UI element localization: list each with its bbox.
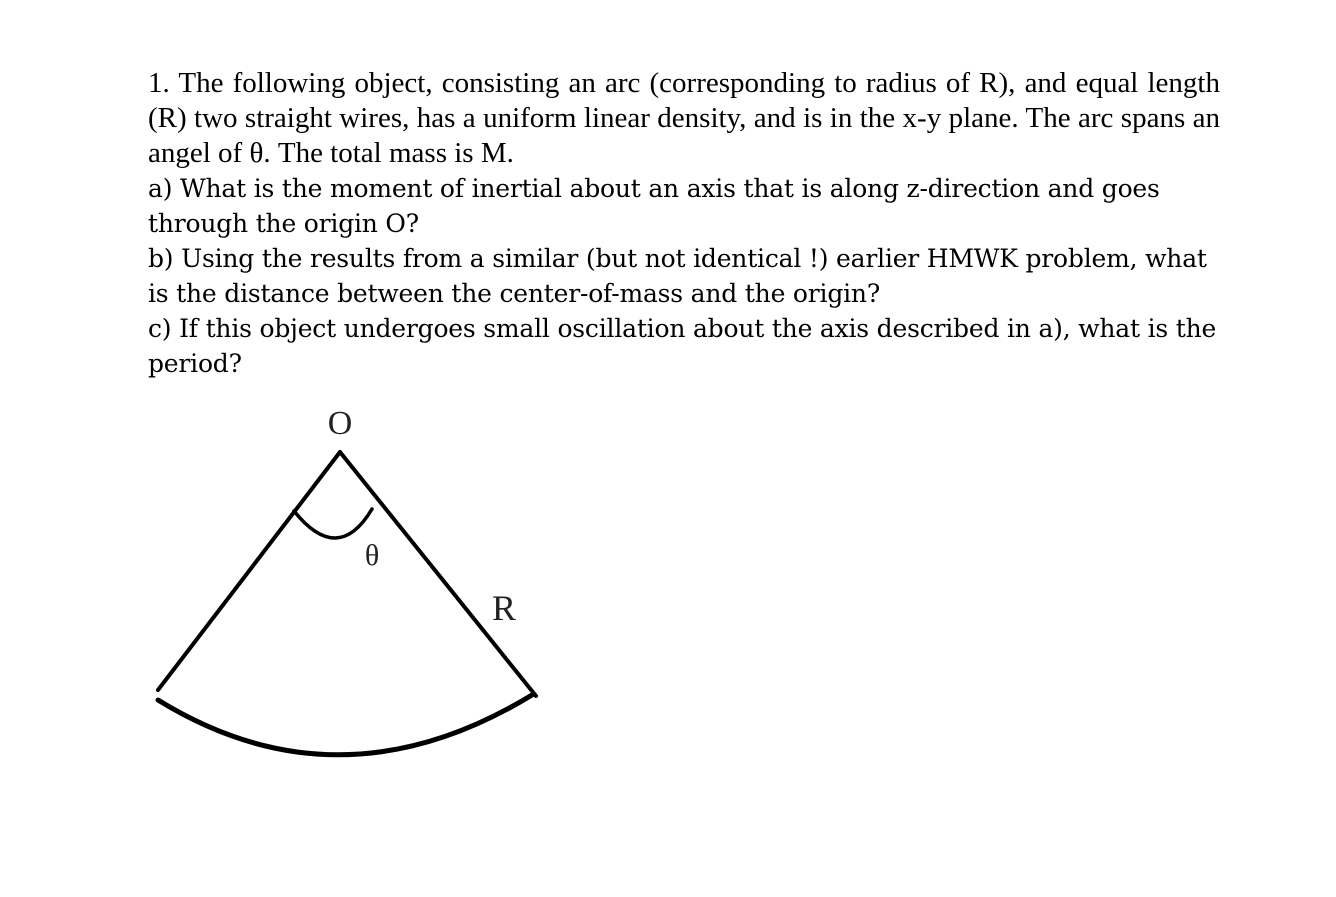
radius-label: R xyxy=(491,588,517,628)
problem-intro: 1. The following object, consisting an arc (corresponding to radius of R), and equal length (R) two straight wires, has a uniform linear density, and is in the x-y plane. The arc spans an angel of θ. The total mass is M. xyxy=(148,67,1220,169)
angle-label: θ xyxy=(364,539,380,572)
origin-label: O xyxy=(327,405,353,442)
left-wire xyxy=(158,452,340,690)
question-a: a) What is the moment of inertial about an axis that is along z-direction and goes through the origin O? xyxy=(148,174,1160,238)
bottom-arc xyxy=(158,695,532,755)
question-c: c) If this object undergoes small oscillation about the axis described in a), what is the period? xyxy=(148,314,1217,378)
right-wire xyxy=(340,452,536,696)
question-b: b) Using the results from a similar (but not identical !) earlier HMWK problem, what is the distance between the center-of-mass and the origin? xyxy=(148,244,1207,308)
angle-arc xyxy=(294,509,372,538)
